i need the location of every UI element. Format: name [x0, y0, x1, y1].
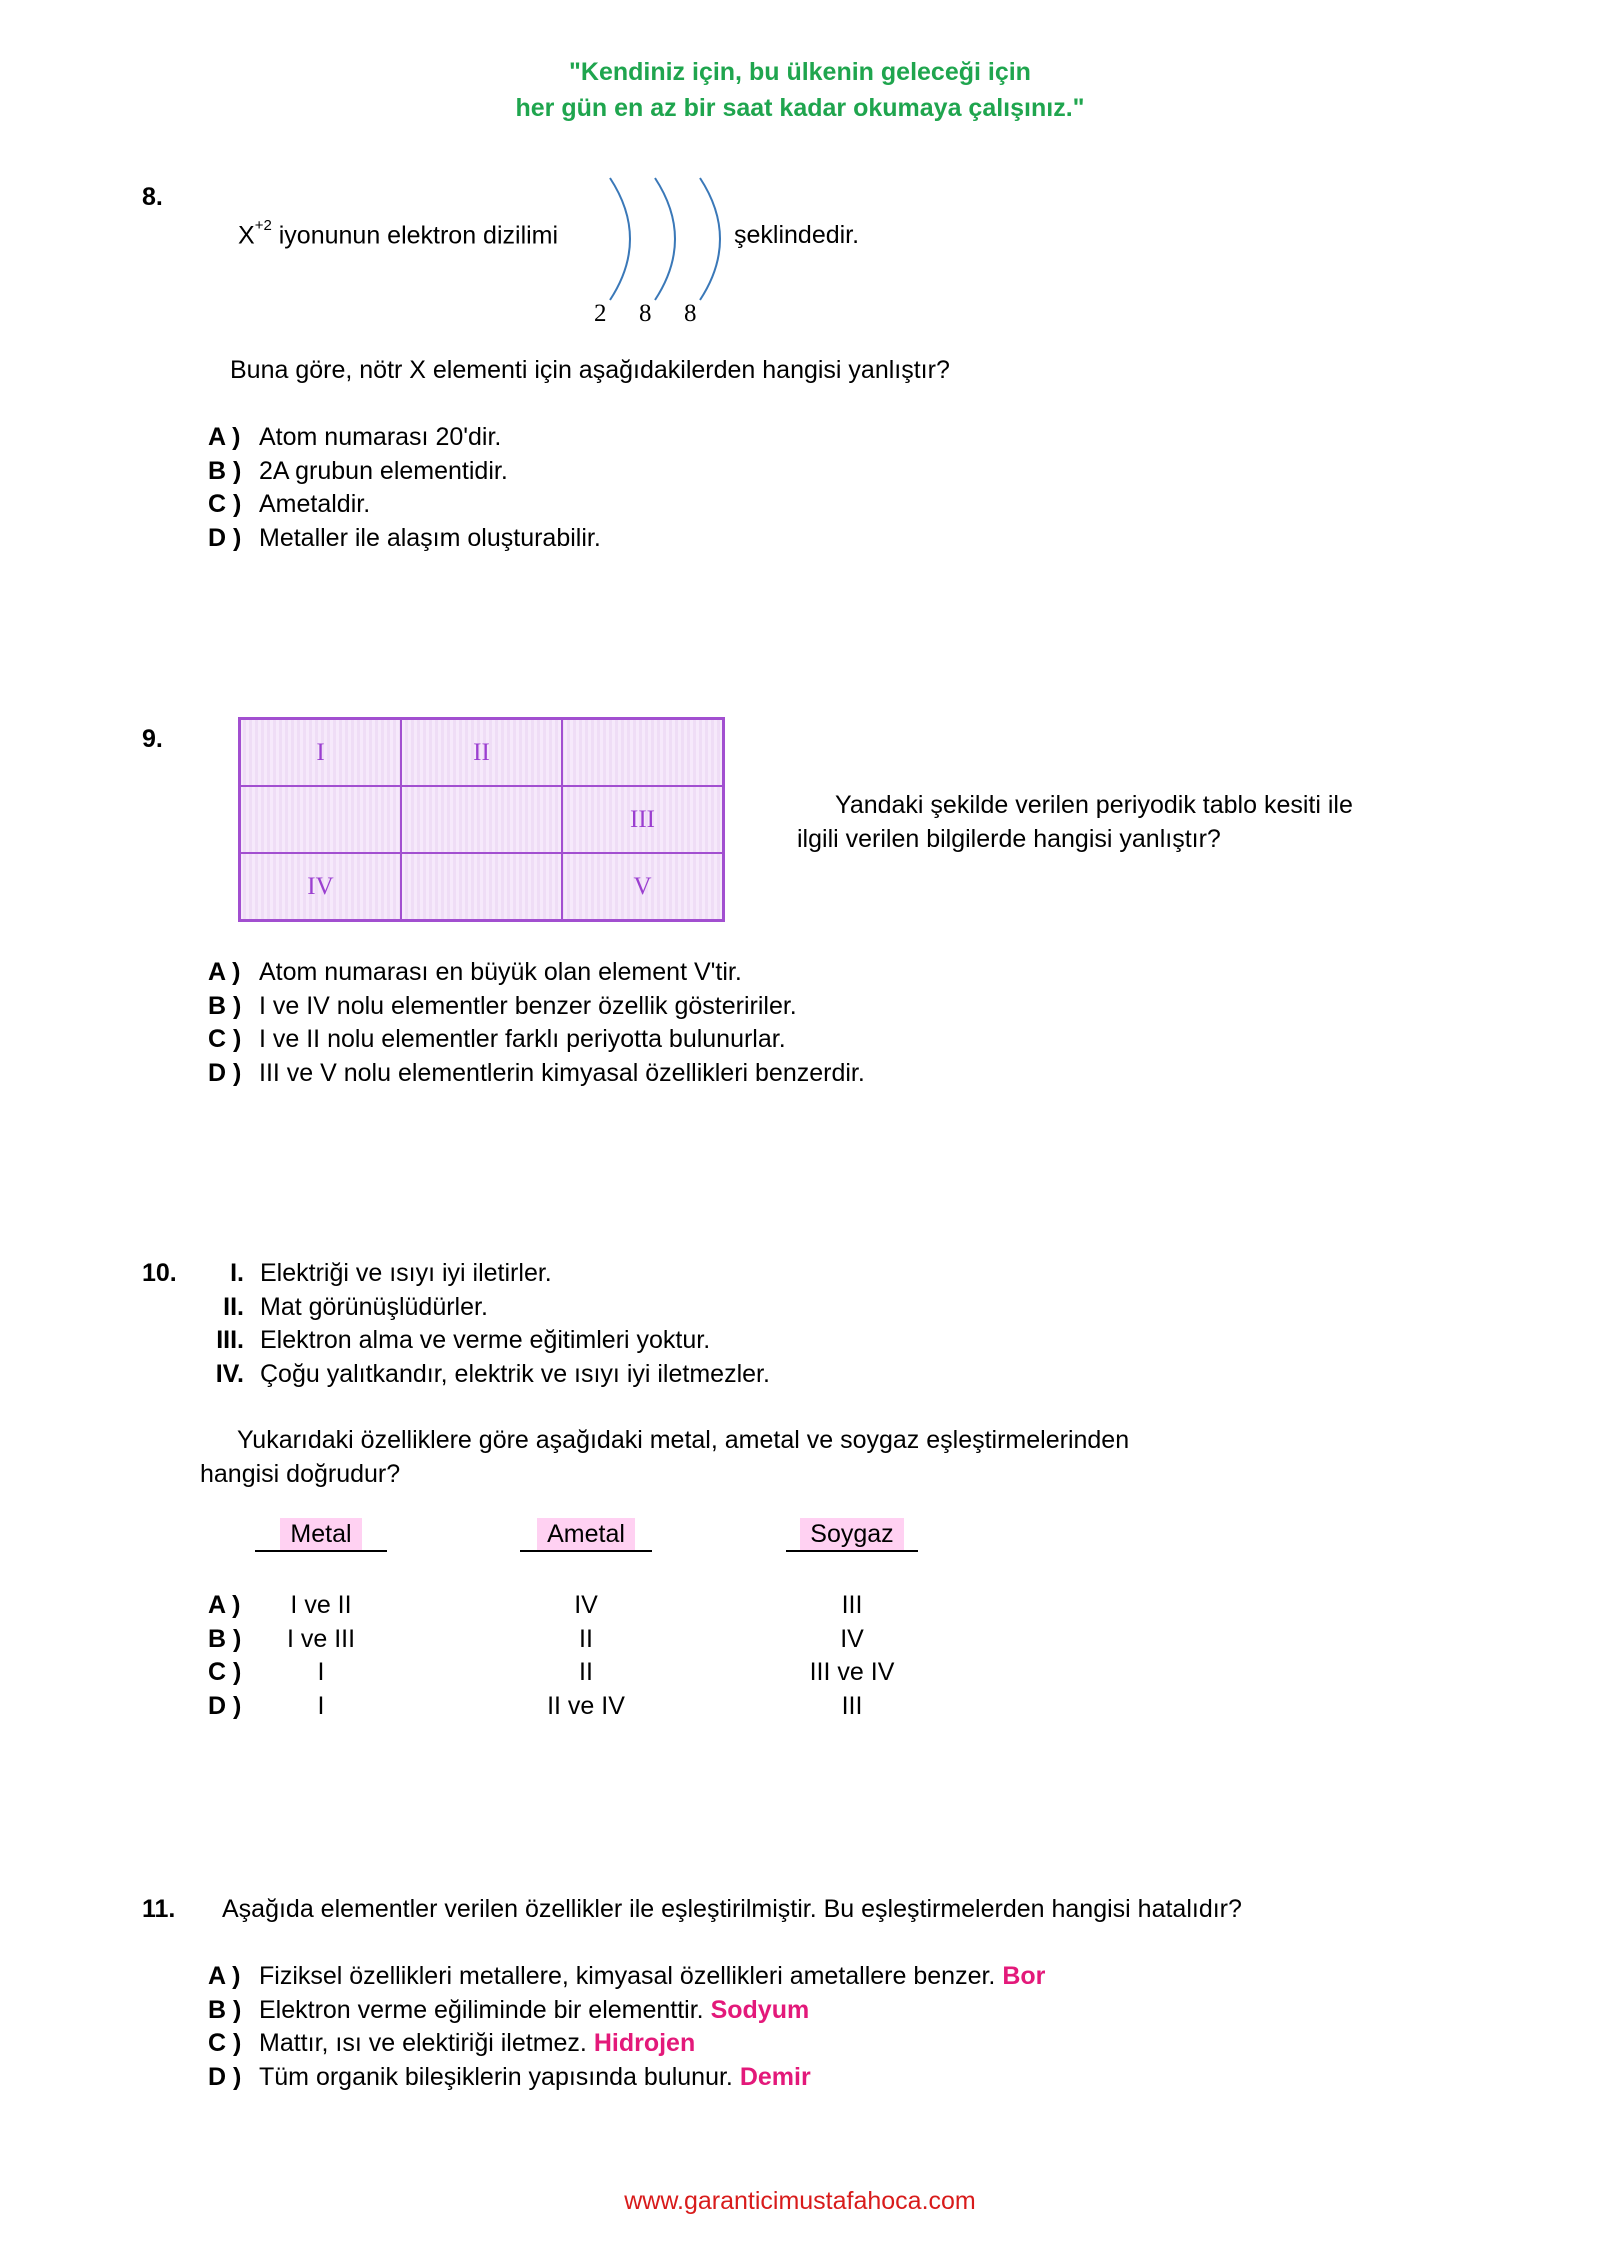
table-cell — [240, 786, 401, 853]
statement-text: Mat görünüşlüdürler. — [260, 1293, 488, 1321]
table-cell — [401, 786, 562, 853]
statement-numeral: II. — [223, 1293, 244, 1321]
q8-option-c-letter[interactable]: C ) — [208, 490, 242, 518]
table-cell — [562, 719, 723, 786]
q8-option-b-letter[interactable]: B ) — [208, 457, 242, 485]
table-cell: I — [240, 719, 401, 786]
q11-option-a[interactable] — [259, 1962, 1045, 1991]
statement-numeral: III. — [216, 1326, 244, 1354]
q11-option-b[interactable] — [259, 1996, 809, 2025]
question-9-number: 9. — [142, 725, 163, 753]
q9-option-a-letter[interactable]: A ) — [208, 958, 241, 986]
q11-option-c[interactable] — [259, 2029, 695, 2058]
q10-cell: III ve IV — [809, 1658, 895, 1686]
statement-i — [200, 1259, 552, 1288]
statement-text: Elektron alma ve verme eğitimleri yoktur. — [260, 1326, 711, 1354]
option-answer: Hidrojen — [593, 2029, 696, 2057]
question-10-text-line-2: hangisi doğrudur? — [200, 1460, 401, 1488]
question-9-text-line-1: Yandaki şekilde verilen periyodik tablo kesiti ile — [835, 791, 1353, 819]
q9-option-d-text[interactable]: III ve V nolu elementlerin kimyasal özellikleri benzerdir. — [259, 1059, 865, 1087]
column-header-metal — [255, 1518, 387, 1552]
table-cell: IV — [240, 853, 401, 920]
column-header-label: Soygaz — [800, 1518, 903, 1550]
option-answer: Sodyum — [710, 1996, 810, 2024]
shell-count-1: 2 — [594, 300, 607, 327]
column-header-soygaz — [786, 1518, 918, 1552]
ion-charge: +2 — [254, 217, 272, 234]
q9-option-c-letter[interactable]: C ) — [208, 1025, 242, 1053]
periodic-table-section — [238, 717, 725, 922]
q10-cell: I ve II — [290, 1591, 352, 1619]
q11-option-d[interactable] — [259, 2063, 811, 2092]
q8-option-b-text[interactable]: 2A grubun elementidir. — [259, 457, 508, 485]
q8-option-a-letter[interactable]: A ) — [208, 423, 241, 451]
ion-label — [238, 217, 559, 250]
question-10-text-line-1: Yukarıdaki özelliklere göre aşağıdaki metal, ametal ve soygaz eşleştirmelerinden — [237, 1426, 1130, 1454]
q9-option-d-letter[interactable]: D ) — [208, 1059, 242, 1087]
question-8-number: 8. — [142, 183, 163, 211]
table-cell — [401, 853, 562, 920]
q9-option-a-text[interactable]: Atom numarası en büyük olan element V'tir. — [259, 958, 742, 986]
q10-option-c-letter[interactable]: C ) — [208, 1658, 242, 1686]
q9-option-b-letter[interactable]: B ) — [208, 992, 242, 1020]
q10-cell: I ve III — [286, 1625, 356, 1653]
option-answer: Demir — [739, 2063, 811, 2091]
q11-option-b-letter[interactable]: B ) — [208, 1996, 242, 2024]
q11-option-d-letter[interactable]: D ) — [208, 2063, 242, 2091]
statement-ii — [200, 1293, 488, 1322]
q8-option-c-text[interactable]: Ametaldir. — [259, 490, 371, 518]
q10-cell: I — [317, 1658, 325, 1686]
motto-line-1: "Kendiniz için, bu ülkenin geleceği için — [569, 58, 1031, 86]
q9-option-c-text[interactable]: I ve II nolu elementler farklı periyotta bulunurlar. — [259, 1025, 786, 1053]
question-11-text: Aşağıda elementler verilen özellikler ile eşleştirilmiştir. Bu eşleştirmelerden hangisi hatalıdır? — [222, 1895, 1242, 1923]
q9-option-b-text[interactable]: I ve IV nolu elementler benzer özellik gösteririler. — [259, 992, 797, 1020]
shell-arc-2 — [655, 178, 675, 300]
q10-cell: III — [841, 1692, 863, 1720]
ion-text: iyonunun elektron dizilimi — [278, 221, 559, 250]
ion-symbol: X — [238, 221, 255, 250]
q11-option-a-letter[interactable]: A ) — [208, 1962, 241, 1990]
question-9-text-line-2: ilgili verilen bilgilerde hangisi yanlıştır? — [797, 825, 1221, 853]
question-8-text: Buna göre, nötr X elementi için aşağıdakilerden hangisi yanlıştır? — [230, 356, 950, 384]
shell-count-2: 8 — [639, 300, 652, 327]
table-cell: III — [562, 786, 723, 853]
q10-cell: II ve IV — [547, 1692, 625, 1720]
option-text: Elektron verme eğiliminde bir elementtir. — [259, 1996, 704, 2024]
q10-cell: IV — [574, 1591, 598, 1619]
electron-shell-diagram — [600, 174, 730, 304]
statement-numeral: IV. — [215, 1360, 244, 1388]
statement-iii — [200, 1326, 710, 1355]
q10-cell: III — [841, 1591, 863, 1619]
footer-website-link[interactable]: www.garanticimustafahoca.com — [624, 2187, 976, 2215]
option-text: Fiziksel özellikleri metallere, kimyasal özellikleri ametallere benzer. — [259, 1962, 996, 1990]
shell-count-3: 8 — [684, 300, 697, 327]
column-header-ametal — [520, 1518, 652, 1552]
statement-text: Çoğu yalıtkandır, elektrik ve ısıyı iyi iletmezler. — [260, 1360, 770, 1388]
statement-numeral: I. — [230, 1259, 244, 1287]
q11-option-c-letter[interactable]: C ) — [208, 2029, 242, 2057]
motto-line-2: her gün en az bir saat kadar okumaya çalışınız." — [515, 94, 1085, 122]
q10-cell: II — [579, 1658, 593, 1686]
option-text: Tüm organik bileşiklerin yapısında bulunur. — [259, 2063, 733, 2091]
q10-option-a-letter[interactable]: A ) — [208, 1591, 241, 1619]
q10-cell: I — [317, 1692, 325, 1720]
shell-arc-3 — [700, 178, 720, 300]
statement-iv — [200, 1360, 770, 1389]
q8-option-d-letter[interactable]: D ) — [208, 524, 242, 552]
table-cell: V — [562, 853, 723, 920]
q8-option-d-text[interactable]: Metaller ile alaşım oluşturabilir. — [259, 524, 601, 552]
question-10-number: 10. — [142, 1259, 177, 1287]
configuration-suffix: şeklindedir. — [734, 221, 860, 249]
statement-text: Elektriği ve ısıyı iyi iletirler. — [260, 1259, 552, 1287]
q10-option-d-letter[interactable]: D ) — [208, 1692, 242, 1720]
table-cell: II — [401, 719, 562, 786]
q10-option-b-letter[interactable]: B ) — [208, 1625, 242, 1653]
column-header-label: Ametal — [537, 1518, 635, 1550]
column-header-label: Metal — [280, 1518, 361, 1550]
question-11-number: 11. — [142, 1895, 176, 1923]
option-answer: Bor — [1002, 1962, 1046, 1990]
q10-cell: IV — [840, 1625, 864, 1653]
q10-cell: II — [579, 1625, 593, 1653]
option-text: Mattır, ısı ve elektiriği iletmez. — [259, 2029, 587, 2057]
shell-arc-1 — [610, 178, 630, 300]
q8-option-a-text[interactable]: Atom numarası 20'dir. — [259, 423, 502, 451]
